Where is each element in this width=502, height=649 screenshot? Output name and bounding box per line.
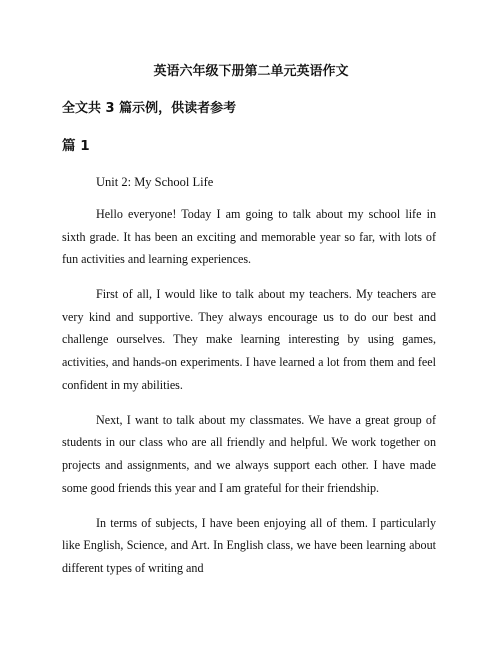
- essay-paragraph-subjects: In terms of subjects, I have been enjoying all of them. I particularly like English, Science, and Art. In English class, we have been learning about different types of writing and: [62, 515, 436, 575]
- section-heading: 篇 1: [62, 138, 90, 154]
- essay-paragraph-intro: Hello everyone! Today I am going to talk about my school life in sixth grade. It has been an exciting and memorable year so far, with lots of fun activities and learning experiences.: [62, 207, 436, 267]
- document-title: 英语六年级下册第二单元英语作文: [153, 64, 349, 79]
- essay-body: [62, 203, 436, 592]
- essay-unit-title: Unit 2: My School Life: [96, 175, 214, 189]
- essay-paragraph-classmates: Next, I want to talk about my classmates. We have a great group of students in our class who are all friendly and helpful. We work together on projects and assignments, and we always support each other. I have made some good friends this year and I am grateful for their friendship.: [62, 412, 436, 495]
- essay-paragraph-teachers: First of all, I would like to talk about my teachers. My teachers are very kind and supportive. They always encourage us to do our best and challenge ourselves. They make learning interesting by using games, activities, and hands-on experiments. I have learned a lot from them and feel confident in my abilities.: [62, 287, 436, 392]
- document-subtitle: 全文共 3 篇示例，供读者参考: [62, 101, 237, 116]
